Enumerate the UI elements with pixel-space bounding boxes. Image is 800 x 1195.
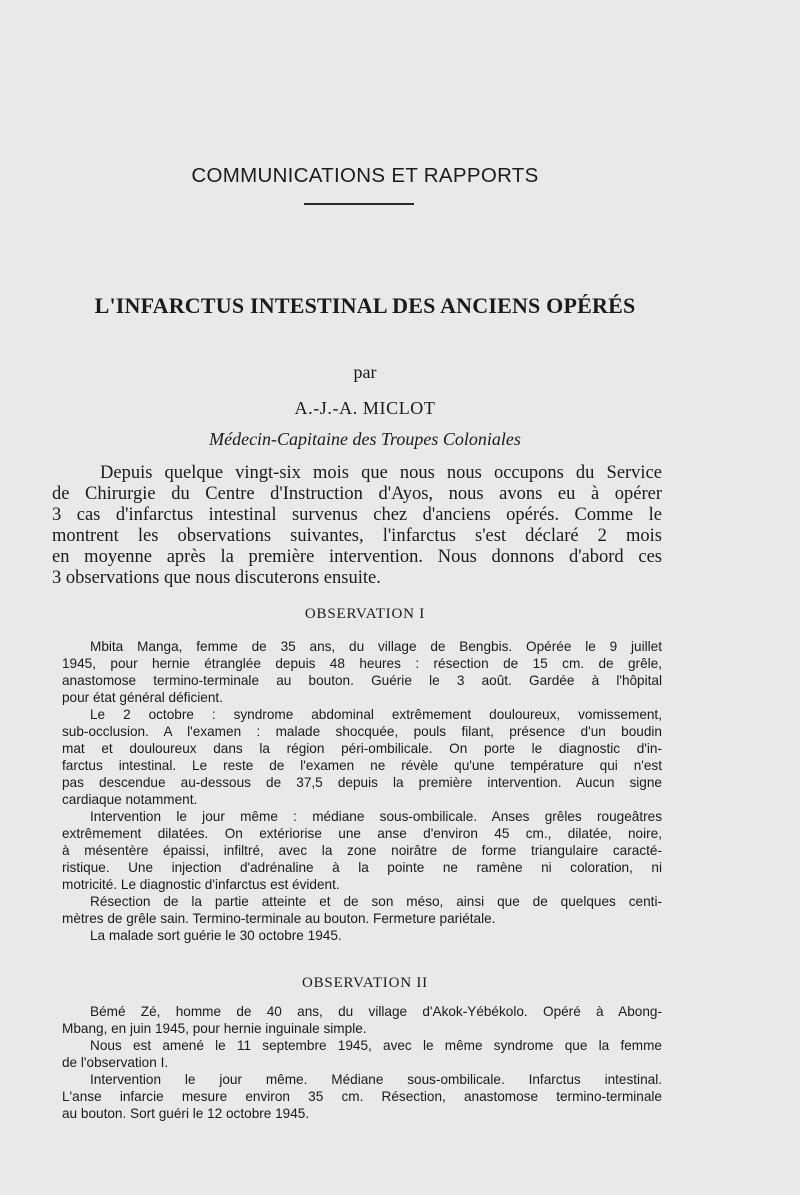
observation-line: Le 2 octobre : syndrome abdominal extrêmement douloureux, vomissement, bbox=[90, 707, 662, 722]
observation-line: anastomose termino-terminale au bouton. Guérie le 3 août. Gardée à l'hôpital bbox=[62, 673, 662, 688]
observation-line: La malade sort guérie le 30 octobre 1945. bbox=[90, 928, 342, 943]
observation-line: mètres de grêle sain. Termino-terminale au bouton. Fermeture pariétale. bbox=[62, 911, 496, 926]
observation-2-body bbox=[62, 1003, 662, 1122]
observation-line: extrêmement dilatées. On extériorise une anse d'environ 45 cm., dilatée, noire, bbox=[62, 826, 662, 841]
observation-line: pour état général déficient. bbox=[62, 690, 223, 705]
observation-line: sub-occlusion. A l'examen : malade shocquée, pouls filant, présence d'un boudin bbox=[62, 724, 662, 739]
intro-line: montrent les observations suivantes, l'infarctus s'est déclaré 2 mois bbox=[52, 526, 662, 546]
observation-line: Mbang, en juin 1945, pour hernie inguinale simple. bbox=[62, 1021, 367, 1036]
article-title: L'INFARCTUS INTESTINAL DES ANCIENS OPÉRÉS bbox=[94, 293, 636, 318]
observation-line: farctus intestinal. Le reste de l'examen ne révèle qu'une température qui n'est bbox=[62, 758, 662, 773]
observation-line: à mésentère épaissi, infiltré, avec la zone noirâtre de forme triangulaire caracté- bbox=[62, 843, 662, 858]
observation-line: cardiaque notamment. bbox=[62, 792, 198, 807]
intro-line: en moyenne après la première intervention. Nous donnons d'abord ces bbox=[52, 547, 662, 567]
observation-line: Intervention le jour même. Médiane sous-ombilicale. Infarctus intestinal. bbox=[90, 1072, 662, 1087]
observation-line: 1945, pour hernie étranglée depuis 48 heures : résection de 15 cm. de grêle, bbox=[62, 656, 662, 671]
observation-line: Nous est amené le 11 septembre 1945, avec le même syndrome que la femme bbox=[90, 1038, 662, 1053]
observation-line: Intervention le jour même : médiane sous-ombilicale. Anses grêles rougeâtres bbox=[90, 809, 662, 824]
heading-rule bbox=[304, 203, 414, 205]
observation-line: pas descendue au-dessous de 37,5 depuis la première intervention. Aucun signe bbox=[62, 775, 662, 790]
observation-line: motricité. Le diagnostic d'infarctus est évident. bbox=[62, 877, 340, 892]
intro-line: Depuis quelque vingt-six mois que nous nous occupons du Service bbox=[100, 463, 662, 483]
observation-line: au bouton. Sort guéri le 12 octobre 1945. bbox=[62, 1106, 310, 1121]
observation-1-heading: OBSERVATION I bbox=[304, 606, 426, 622]
observation-line: Résection de la partie atteinte et de son méso, ainsi que de quelques centi- bbox=[90, 894, 662, 909]
author-role: Médecin-Capitaine des Troupes Coloniales bbox=[209, 429, 521, 449]
observation-line: de l'observation I. bbox=[62, 1055, 169, 1070]
observation-line: Mbita Manga, femme de 35 ans, du village de Bengbis. Opérée le 9 juillet bbox=[90, 639, 662, 654]
author-name: A.-J.-A. MICLOT bbox=[294, 398, 436, 418]
observation-2-heading: OBSERVATION II bbox=[302, 975, 428, 991]
intro-line: 3 cas d'infarctus intestinal survenus chez d'anciens opérés. Comme le bbox=[52, 505, 662, 525]
byline-par: par bbox=[353, 362, 377, 382]
intro-line: de Chirurgie du Centre d'Instruction d'Ayos, nous avons eu à opérer bbox=[52, 484, 662, 504]
section-heading: COMMUNICATIONS ET RAPPORTS bbox=[191, 164, 539, 187]
observation-line: mat et douloureux dans la région péri-ombilicale. On porte le diagnostic d'in- bbox=[62, 741, 662, 756]
observation-1-body bbox=[62, 638, 662, 944]
observation-line: Bémé Zé, homme de 40 ans, du village d'Akok-Yébékolo. Opéré à Abong- bbox=[90, 1004, 662, 1019]
intro-paragraph bbox=[52, 463, 662, 589]
observation-line: ristique. Une injection d'adrénaline à la pointe ne ramène ni coloration, ni bbox=[62, 860, 662, 875]
intro-line: 3 observations que nous discuterons ensuite. bbox=[52, 568, 381, 588]
observation-line: L'anse infarcie mesure environ 35 cm. Résection, anastomose termino-terminale bbox=[62, 1089, 662, 1104]
